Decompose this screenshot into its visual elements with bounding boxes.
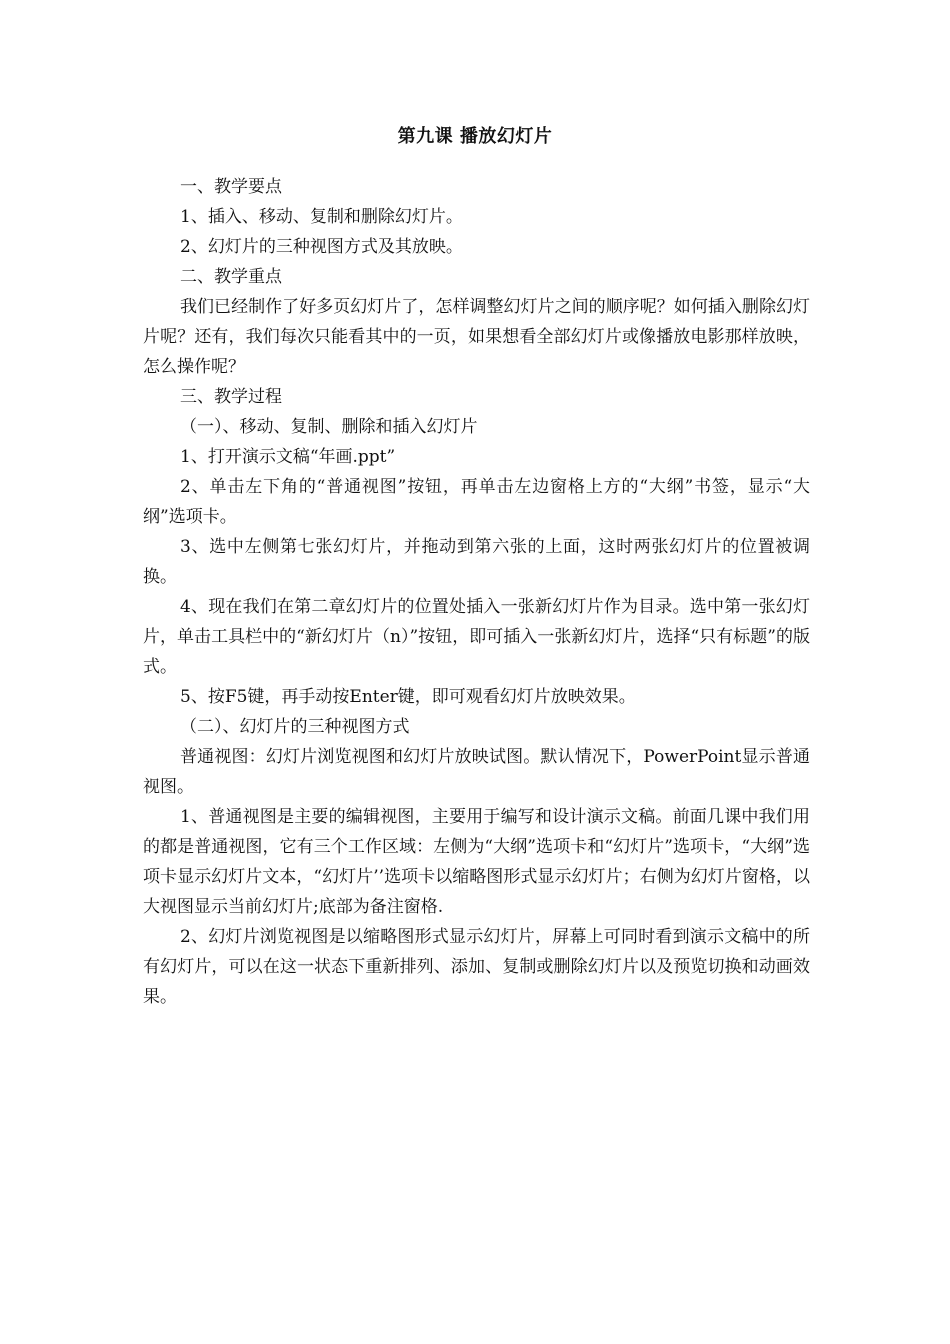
section-heading-teaching-points: 一、教学要点 (180, 177, 282, 197)
teaching-point-item: 2、幻灯片的三种视图方式及其放映。 (180, 237, 463, 257)
subsection-heading: （二）、幻灯片的三种视图方式 (180, 717, 410, 737)
step-item: 3、选中左侧第七张幻灯片，并拖动到第六张的上面，这时两张幻灯片的位置被调换。 (143, 537, 810, 587)
step-item: 1、打开演示文稿“年画.ppt” (180, 447, 396, 467)
teaching-point-item: 1、插入、移动、复制和删除幻灯片。 (180, 207, 463, 227)
body-paragraph: 1、普通视图是主要的编辑视图，主要用于编写和设计演示文稿。前面几课中我们用的都是普通视图，它有三个工作区域：左侧为“大纲”选项卡和“幻灯片”选项卡，“大纲”选项卡显示幻灯片文本，“幻灯片’’选项卡以缩略图形式显示幻灯片；右侧为幻灯片窗格，以大视图显示当前幻灯片;底部为备注窗格. (143, 807, 810, 917)
section-heading-process: 三、教学过程 (180, 387, 282, 407)
step-item: 2、单击左下角的“普通视图”按钮，再单击左边窗格上方的“大纲”书签，显示“大纲”选项卡。 (143, 477, 810, 527)
document-body (143, 172, 810, 1012)
subsection-heading: （一）、移动、复制、删除和插入幻灯片 (180, 417, 478, 437)
body-paragraph: 普通视图：幻灯片浏览视图和幻灯片放映试图。默认情况下，PowerPoint显示普通视图。 (143, 747, 810, 797)
body-paragraph: 2、幻灯片浏览视图是以缩略图形式显示幻灯片，屏幕上可同时看到演示文稿中的所有幻灯片，可以在这一状态下重新排列、添加、复制或删除幻灯片以及预览切换和动画效果。 (143, 927, 810, 1007)
document-title: 第九课 播放幻灯片 (397, 126, 553, 147)
body-paragraph: 我们已经制作了好多页幻灯片了，怎样调整幻灯片之间的顺序呢？如何插入删除幻灯片呢？还有，我们每次只能看其中的一页，如果想看全部幻灯片或像播放电影那样放映，怎么操作呢？ (143, 297, 810, 377)
step-item: 4、现在我们在第二章幻灯片的位置处插入一张新幻灯片作为目录。选中第一张幻灯片，单击工具栏中的“新幻灯片（n）”按钮，即可插入一张新幻灯片，选择“只有标题”的版式。 (143, 597, 810, 677)
section-heading-key-points: 二、教学重点 (180, 267, 282, 287)
step-item: 5、按F5键，再手动按Enter键，即可观看幻灯片放映效果。 (180, 687, 636, 707)
